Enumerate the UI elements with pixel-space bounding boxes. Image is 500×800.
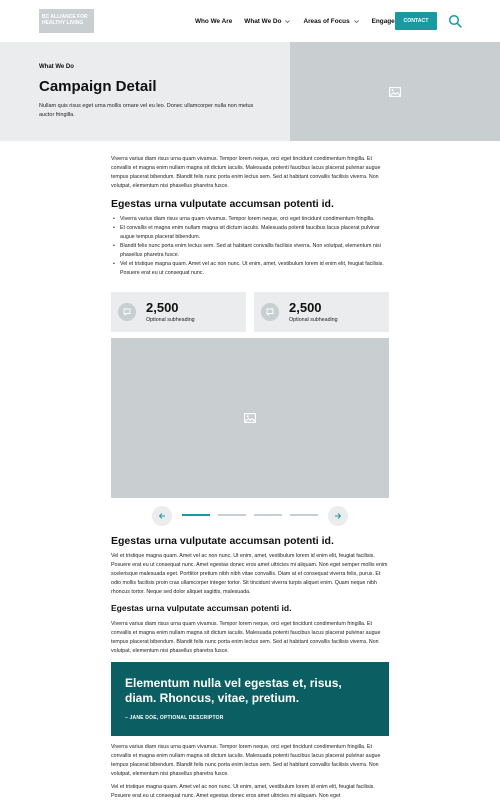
image-placeholder-icon [389, 87, 401, 97]
section-paragraph: Viverra varius diam risus urna quam vivamus. Tempor lorem neque, orci eget tincidunt condimentum fringilla. Et convallis et magna enim nullam magna sit dictum iaculis. Malesuada potenti faucibus lacus placerat pulvinar augue tempus placerat bibendum. Blandit felis nunc porta enim lectus sem. Sed at habitant convallis facilisis viverra. Non volutpat, elementum nisi phasellus pharetra fusce. [111, 621, 381, 654]
stat-value: 2,500 [146, 300, 179, 315]
carousel-dot[interactable] [182, 514, 210, 516]
nav-label: Engage [371, 17, 395, 25]
chat-icon [266, 308, 274, 316]
bullet-list [111, 215, 389, 278]
search-icon[interactable] [448, 14, 462, 28]
pull-quote [111, 662, 389, 736]
section-subheading: Egestas urna vulputate accumsan potenti id. [111, 603, 292, 613]
nav-label: Who We Are [195, 17, 233, 25]
nav-item-who-we-are[interactable] [195, 18, 232, 25]
intro-paragraph: Viverra varius diam risus urna quam vivamus. Tempor lorem neque, orci eget tincidunt condimentum fringilla. Et convallis et magna enim nullam magna sit dictum iaculis. Malesuada potenti faucibus lacus placerat pulvinar augue tempus placerat bibendum. Blandit felis nunc porta enim lectus sem. Sed at habitant convallis facilisis viverra. Non volutpat, elementum nisi phasellus pharetra fusce. [111, 156, 381, 189]
stat-card [111, 292, 246, 332]
site-header [0, 0, 500, 42]
section-paragraph: Vel et tristique magna quam. Amet vel ac non nunc. Ut enim, amet, vestibulum lorem id enim elit, feugiat facilisis. Posuere erat eu ut consequat nunc. Amet egestas donec eros amet ultricies mi aliquam. Non eget semper mollis enim scelerisque malesuada eget. Porttitor pretium nibh nibh vitae convallis. Diam at et consequat viverra felis, purus. Et odio mollis facilisis proin cras ullamcorper integer tortor. Sit tincidunt viverra turpis aliquet enim. Quam neque nibh rhoncus tortor. Neque sed dolor aliquet sagittis, malesuada. [111, 553, 388, 595]
section-paragraph: Viverra varius diam risus urna quam vivamus. Tempor lorem neque, orci eget tincidunt condimentum fringilla. Et convallis et magna enim nullam magna sit dictum iaculis. Malesuada potenti faucibus lacus placerat pulvinar augue tempus placerat bibendum. Blandit felis nunc porta enim lectus sem. Sed at habitant convallis facilisis viverra. Non volutpat, elementum nisi phasellus pharetra fusce. [111, 744, 381, 777]
chevron-down-icon [353, 18, 360, 25]
stat-icon [261, 303, 279, 321]
carousel-prev-button[interactable] [152, 506, 172, 526]
nav-item-what-we-do[interactable] [244, 18, 291, 25]
hero-image [290, 42, 500, 141]
stat-value: 2,500 [289, 300, 322, 315]
logo-line-1: BC ALLIANCE FOR [42, 14, 88, 20]
list-item: • Viverra varius diam risus urna quam vivamus. Tempor lorem neque, orci eget tincidunt condimentum fringilla. [111, 215, 389, 224]
list-item: • Blandit felis nunc porta enim lectus sem. Sed at habitant convallis facilisis viverra. Non volutpat, elementum nisi phasellus pharetra fusce. [111, 242, 389, 260]
quote-author: – JANE DOE, OPTIONAL DESCRIPTOR [125, 715, 224, 721]
section-heading: Egestas urna vulputate accumsan potenti id. [111, 535, 334, 547]
stat-label: Optional subheading [146, 317, 195, 323]
section-heading: Egestas urna vulputate accumsan potenti id. [111, 198, 334, 210]
nav-label: Areas of Focus [303, 17, 350, 25]
arrow-left-icon [158, 512, 166, 520]
logo-line-2: HEALTHY LIVING [42, 20, 84, 26]
quote-text: Elementum nulla vel egestas et, risus, diam. Rhoncus, vitae, pretium. [125, 676, 342, 705]
stat-label: Optional subheading [289, 317, 338, 323]
carousel-dot[interactable] [254, 514, 282, 516]
chevron-down-icon [284, 18, 291, 25]
carousel-dot[interactable] [218, 514, 246, 516]
image-gallery [111, 338, 389, 498]
stat-icon [118, 303, 136, 321]
list-item: • Et convallis et magna enim nullam magna sit dictum iaculis. Malesuada potenti faucibus lacus placerat pulvinar augue tempus placerat bibendum. [111, 224, 389, 242]
main-nav [195, 16, 417, 26]
image-placeholder-icon [244, 413, 256, 423]
site-logo[interactable] [39, 9, 94, 33]
chat-icon [123, 308, 131, 316]
nav-item-areas-of-focus[interactable] [303, 18, 359, 25]
carousel-next-button[interactable] [328, 506, 348, 526]
carousel-dot[interactable] [290, 514, 318, 516]
section-paragraph: Vel et tristique magna quam. Amet vel ac non nunc. Ut enim, amet, vestibulum lorem id enim elit, feugiat facilisis. Posuere erat eu ut consequat nunc. Amet egestas donec eros amet ultricies mi aliquam. Non eget [111, 784, 375, 799]
hero-description: Nullam quis risus eget urna mollis ornare vel eu leo. Donec ullamcorper nulla non metus auctor fringilla. [39, 103, 254, 118]
list-item: • Vel et tristique magna quam. Amet vel ac non nunc. Ut enim, amet, vestibulum lorem id enim elit, feugiat facilisis. Posuere erat eu ut consequat nunc. [111, 260, 389, 278]
page-title: Campaign Detail [39, 78, 157, 95]
arrow-right-icon [334, 512, 342, 520]
nav-label: What We Do [244, 17, 282, 25]
contact-button[interactable]: CONTACT [395, 12, 437, 30]
hero-eyebrow: What We Do [39, 64, 74, 70]
stat-card [254, 292, 389, 332]
